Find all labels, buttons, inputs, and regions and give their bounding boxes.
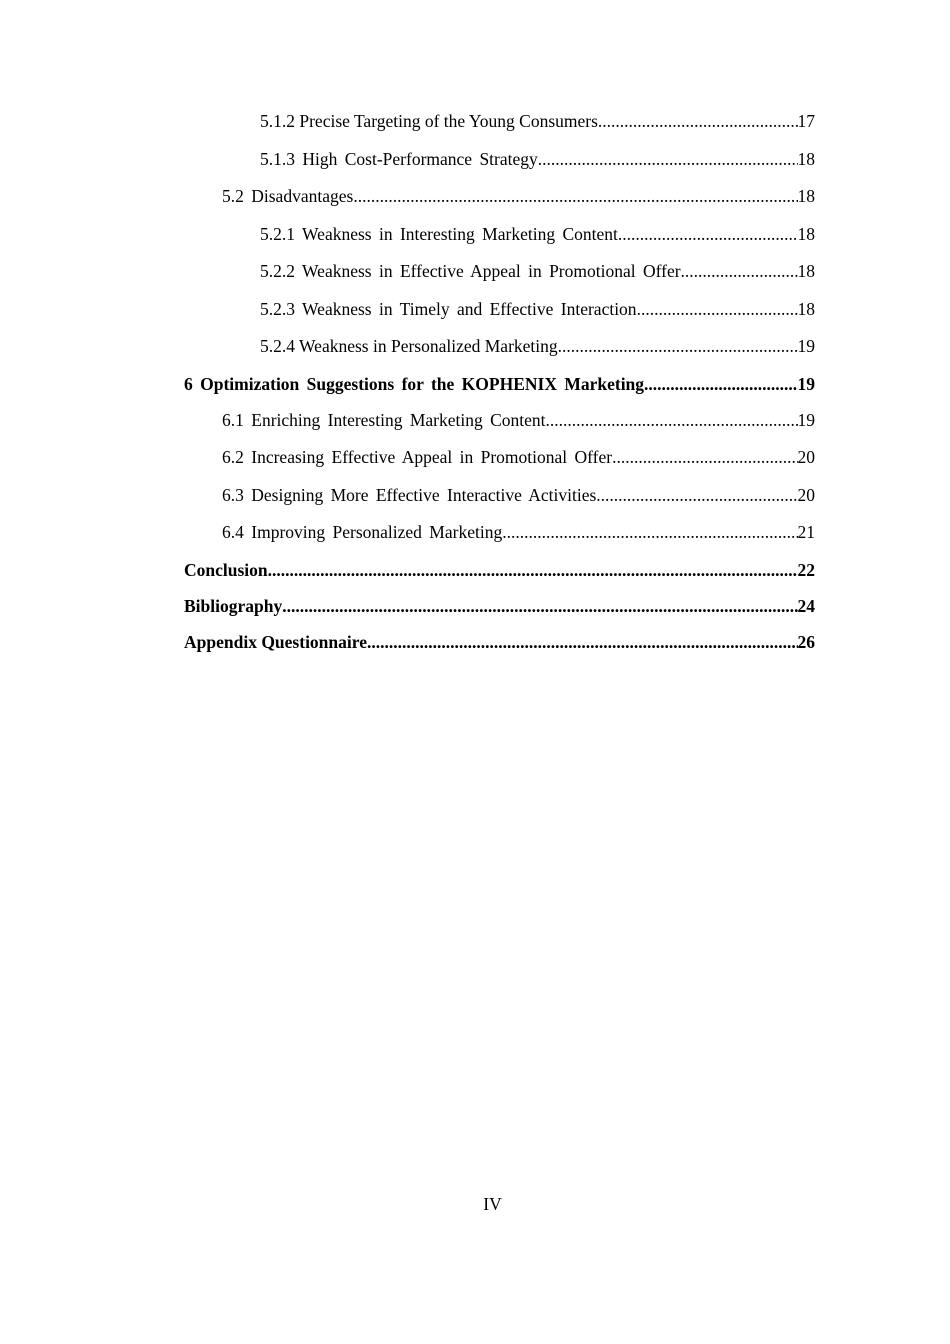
toc-leader-dots xyxy=(637,298,798,320)
toc-entry-title: 6.3 Designing More Effective Interactive Activities xyxy=(222,484,597,505)
toc-leader-dots xyxy=(598,110,798,132)
toc-entry-6-4[interactable] xyxy=(184,521,815,559)
toc-leader-dots xyxy=(268,559,798,581)
toc-entry-title: 5.2 Disadvantages xyxy=(222,186,354,206)
toc-entry-6-2[interactable] xyxy=(184,446,815,484)
toc-entry-bibliography[interactable] xyxy=(184,595,815,631)
toc-leader-dots xyxy=(282,595,797,617)
toc-entry-title: 6.2 Increasing Effective Appeal in Promotional Offer xyxy=(222,447,613,467)
toc-entry-6[interactable] xyxy=(184,373,815,409)
toc-leader-dots xyxy=(681,260,798,282)
toc-leader-dots xyxy=(546,409,798,431)
toc-entry-page: 19 xyxy=(797,409,815,430)
toc-leader-dots xyxy=(644,373,797,395)
toc-entry-5-2-1[interactable] xyxy=(184,223,815,261)
toc-entry-5-1-3[interactable] xyxy=(184,148,815,186)
toc-entry-6-1[interactable] xyxy=(184,409,815,447)
toc-entry-page: 18 xyxy=(797,261,815,281)
toc-entry-page: 19 xyxy=(797,336,815,356)
toc-entry-title: 5.2.4 Weakness in Personalized Marketing xyxy=(260,336,558,356)
toc-entry-5-2-4[interactable] xyxy=(184,335,815,373)
toc-entry-title: 5.1.3 High Cost-Performance Strategy xyxy=(260,148,538,169)
toc-entry-page: 18 xyxy=(797,223,815,244)
toc-entry-page: 18 xyxy=(797,186,815,206)
toc-entry-5-1-2[interactable] xyxy=(184,110,815,148)
toc-entry-page: 19 xyxy=(797,373,815,394)
toc-entry-page: 20 xyxy=(797,447,815,467)
toc-entry-title: 6.1 Enriching Interesting Marketing Content xyxy=(222,409,546,430)
toc-leader-dots xyxy=(353,185,797,207)
toc-entry-title: 6 Optimization Suggestions for the KOPHENIX Marketing xyxy=(184,373,645,394)
toc-entry-page: 24 xyxy=(797,595,815,616)
toc-entry-page: 22 xyxy=(797,559,815,580)
toc-leader-dots xyxy=(558,335,798,357)
toc-entry-page: 18 xyxy=(797,298,815,319)
toc-entry-title: 5.2.2 Weakness in Effective Appeal in Promotional Offer xyxy=(260,261,681,281)
toc-leader-dots xyxy=(618,223,798,245)
toc-entry-page: 17 xyxy=(797,111,815,131)
toc-entry-page: 21 xyxy=(797,522,815,542)
page-number: IV xyxy=(483,1194,502,1214)
toc-entry-page: 18 xyxy=(797,148,815,169)
toc-leader-dots xyxy=(502,521,797,543)
toc-leader-dots xyxy=(367,631,798,653)
toc-leader-dots xyxy=(612,446,797,468)
toc-entry-5-2-3[interactable] xyxy=(184,298,815,336)
toc-entry-title: 5.1.2 Precise Targeting of the Young Consumers xyxy=(260,111,598,131)
toc-leader-dots xyxy=(596,484,797,506)
toc-entry-page: 26 xyxy=(797,631,815,652)
toc-entry-title: Appendix Questionnaire xyxy=(184,631,367,652)
toc-entry-6-3[interactable] xyxy=(184,484,815,522)
toc-entry-5-2[interactable] xyxy=(184,185,815,223)
toc-entry-title: 5.2.1 Weakness in Interesting Marketing Content xyxy=(260,223,618,244)
toc-entry-title: 5.2.3 Weakness in Timely and Effective Interaction xyxy=(260,298,637,319)
table-of-contents xyxy=(184,110,815,667)
toc-leader-dots xyxy=(538,148,798,170)
toc-entry-appendix[interactable] xyxy=(184,631,815,667)
toc-entry-title: 6.4 Improving Personalized Marketing xyxy=(222,522,503,542)
toc-entry-conclusion[interactable] xyxy=(184,559,815,595)
toc-entry-title: Conclusion xyxy=(184,559,268,580)
toc-entry-title: Bibliography xyxy=(184,595,283,616)
toc-entry-5-2-2[interactable] xyxy=(184,260,815,298)
toc-entry-page: 20 xyxy=(797,484,815,505)
